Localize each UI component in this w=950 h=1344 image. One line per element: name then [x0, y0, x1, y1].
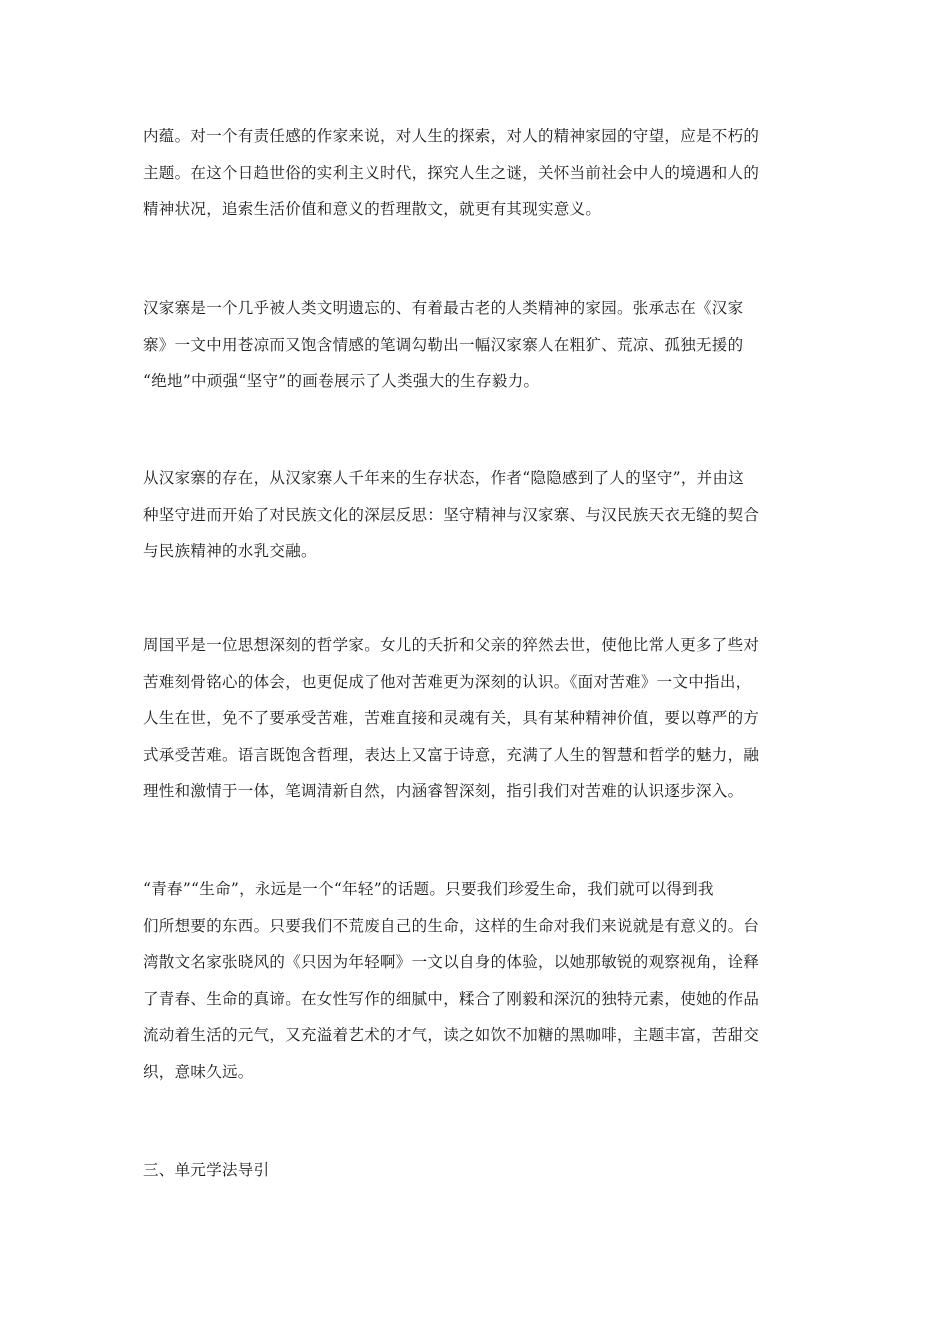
- paragraph-intro-continuation: [143, 118, 811, 228]
- paragraph-line: 种坚守进而开始了对民族文化的深层反思：坚守精神与汉家寨、与汉民族天衣无缝的契合: [143, 505, 760, 524]
- paragraph-line: 主题。在这个日趋世俗的实利主义时代，探究人生之谜，关怀当前社会中人的境遇和人的: [143, 163, 760, 182]
- paragraph-hanjiazhai: [143, 290, 811, 400]
- paragraph-line: 精神状况，追索生活价值和意义的哲理散文，就更有其现实意义。: [143, 200, 602, 218]
- paragraph-line: 苦难刻骨铭心的体会，也更促成了他对苦难更为深刻的认识。《面对苦难》一文中指出，: [143, 672, 752, 691]
- paragraph-jianshou: [143, 460, 811, 570]
- paragraph-line: 湾散文名家张晓风的《只因为年轻啊》一文以自身的体验，以她那敏锐的观察视角，诠释: [143, 953, 760, 971]
- paragraph-line: 织，意味久远。: [143, 1062, 254, 1081]
- paragraph-line: 式承受苦难。语言既饱含哲理，表达上又富于诗意，充满了人生的智慧和哲学的魅力，融: [143, 745, 760, 764]
- paragraph-line: 内蕴。对一个有责任感的作家来说，对人生的探索，对人的精神家园的守望，应是不朽的: [143, 127, 760, 145]
- paragraph-line: “绝地”中顽强“坚守”的画卷展示了人类强大的生存毅力。: [143, 372, 540, 390]
- paragraph-line: 了青春、生命的真谛。在女性写作的细腻中，糅合了刚毅和深沉的独特元素，使她的作品: [143, 989, 760, 1008]
- paragraph-line: 从汉家寨的存在，从汉家寨人千年来的生存状态，作者“隐隐感到了人的坚守”，并由这: [143, 469, 745, 487]
- paragraph-zhou-guoping: [143, 627, 811, 810]
- section-heading: 三、单元学法导引: [143, 1161, 270, 1179]
- paragraph-line: 们所想要的东西。只要我们不荒废自己的生命，这样的生命对我们来说就是有意义的。台: [143, 916, 760, 935]
- paragraph-line: 寨》一文中用苍凉而又饱含情感的笔调勾勒出一幅汉家寨人在粗犷、荒凉、孤独无援的: [143, 335, 744, 354]
- paragraph-line: “青春”“生命”，永远是一个“年轻”的话题。只要我们珍爱生命，我们就可以得到我: [143, 880, 714, 898]
- paragraph-line: 流动着生活的元气，又充溢着艺术的才气，读之如饮不加糖的黑咖啡，主题丰富，苦甜交: [143, 1026, 760, 1044]
- paragraph-line: 汉家寨是一个几乎被人类文明遗忘的、有着最古老的人类精神的家园。张承志在《汉家: [143, 299, 744, 317]
- paragraph-line: 人生在世，免不了要承受苦难，苦难直接和灵魂有关，具有某种精神价值，要以尊严的方: [143, 709, 760, 727]
- paragraph-line: 与民族精神的水乳交融。: [143, 542, 317, 560]
- paragraph-youth-life: [143, 871, 811, 1090]
- paragraph-line: 理性和激情于一体，笔调清新自然，内涵睿智深刻，指引我们对苦难的认识逐步深入。: [143, 782, 744, 800]
- paragraph-line: 周国平是一位思想深刻的哲学家。女儿的夭折和父亲的猝然去世，使他比常人更多了些对: [143, 636, 760, 654]
